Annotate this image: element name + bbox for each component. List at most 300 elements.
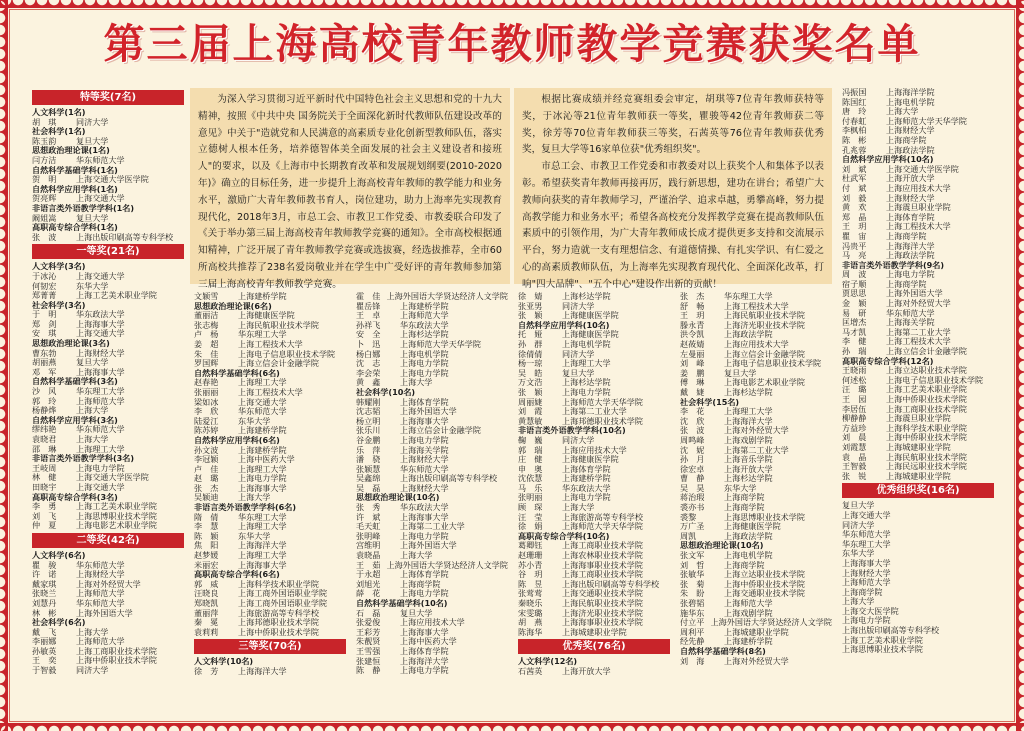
winner-name: 张 波 [32,231,57,242]
winner-school: 上海杉达学院 [724,473,773,484]
winner-name: 张 锐 [842,470,867,481]
winner-name: 李 花 [680,406,705,417]
winner-name: 傅 琳 [680,377,705,388]
winner-school: 上海电力学院 [400,358,449,369]
winner-school: 上海电力学院 [400,665,449,676]
winner-name: 林 彬 [32,607,57,618]
discipline-heading: 人文科学(10名) [194,656,254,667]
winner-school: 上海理工大学 [238,521,287,532]
winner-name: 方益珍 [842,422,867,433]
winner-name: 瞿 宙 [842,230,867,241]
winner-name: 卢 杨 [194,329,219,340]
winner-name: 汪 莹 [518,511,543,522]
winner-name: 焦 阳 [194,540,219,551]
winner-school: 上海思博职业技术学院 [76,510,157,521]
winner-school: 上海理工大学 [238,463,287,474]
organization-item: 上海财经大学 [842,567,891,578]
winner-school: 上海电力学院 [238,473,287,484]
winner-school: 上海科学技术职业学院 [886,422,967,433]
winner-school: 上海外国语大学 [400,406,457,417]
winner-name: 米丽宏 [194,559,219,570]
winner-school: 上海体育学院 [400,396,449,407]
winner-school: 上海交通职业技术学院 [562,588,643,599]
border-right [1016,0,1024,731]
winner-school: 上海邦德职业技术学院 [238,617,319,628]
winner-school: 上海民远职业技术学院 [886,461,967,472]
winner-name: 刘 哲 [680,559,705,570]
winner-school: 上海健康医学院 [562,310,619,321]
winner-school: 华东师范大学 [76,424,125,435]
winner-row [32,233,184,243]
winner-name: 葛卿钰 [518,540,543,551]
winner-school: 上海海洋大学 [400,655,449,666]
winner-school: 上海交通大学医学院 [886,163,959,174]
winner-name: 张明峰 [356,530,381,541]
winner-name: 杨白娜 [356,348,381,359]
winner-row [842,472,994,482]
winner-name: 李丽娜 [32,636,57,647]
winner-school: 上海电力学院 [400,588,449,599]
award-level-heading: 一等奖(21名) [32,244,184,259]
winner-name: 沈 欣 [680,415,705,426]
winner-name: 戴 飞 [32,626,57,637]
winner-name: 陈 昱 [518,578,543,589]
winner-name: 赵 璐 [194,473,219,484]
winner-school: 上海海洋大学 [238,665,287,676]
winner-row [356,666,508,676]
winner-school: 上海海关学院 [400,444,449,455]
winner-school: 上海工商职业技术学院 [562,569,643,580]
winner-name: 张文军 [680,550,705,561]
winner-school: 上海政法学院 [886,144,935,155]
discipline-heading: 高职高专综合学科(12名) [842,355,934,366]
organization-item: 华东理工大学 [842,538,891,549]
winner-name: 付春虹 [842,115,867,126]
winner-school: 华东师范大学 [886,307,935,318]
winner-name: 陈海华 [518,626,543,637]
winner-school: 上海工商职业技术学院 [886,403,967,414]
winner-name: 陆爱江 [194,415,219,426]
winner-name: 郑晓凯 [194,598,219,608]
winner-name: 孙祥飞 [356,319,381,330]
winner-name: 万文浩 [518,377,543,388]
winner-school: 上海中侨职业技术学院 [238,626,319,637]
winner-name: 杨立明 [356,415,381,426]
winner-school: 上海交通大学 [76,270,125,281]
winner-school: 上海电力学院 [400,367,449,378]
winner-school: 上海理工大学 [76,443,125,454]
winner-school: 上海音乐学院 [724,454,773,465]
winner-name: 万广圣 [680,521,705,532]
winner-name: 施华东 [680,607,705,618]
winner-name: 陈苏婷 [194,425,219,436]
intro-right-p1: 根据比赛成绩并经竞赛组委会审定，胡琪等7位青年教师获特等奖，于冰沁等21位青年教师获一等奖，瞿骏等42位青年教师获二等奖，徐芳等70位青年教师获三等奖，石茜英等76位青年教师获优秀奖，复旦大学等16家单位获"优秀组织奖"。 [522,94,824,156]
winner-name: 杨静烨 [32,405,57,416]
winner-name: 于冰沁 [32,270,57,281]
winner-name: 石茜英 [518,665,543,676]
winner-school: 上海电影艺术职业学院 [724,377,805,388]
winner-school: 上海立信会计金融学院 [400,425,481,436]
winner-school: 上海建桥学院 [238,291,287,301]
winner-school: 上海电子信息职业技术学院 [724,358,822,369]
winner-name: 王 玥 [680,310,705,321]
border-top [0,0,1024,8]
winner-name: 刘 毅 [842,192,867,203]
winner-name: 赵珊珊 [518,550,543,561]
winner-name: 王 奕 [32,655,57,666]
discipline-heading: 自然科学应用学科(10名) [518,319,610,330]
winner-name: 贾思思 [842,288,867,299]
winner-name: 王彩芳 [356,626,381,637]
winner-name: 邓 军 [32,366,57,377]
discipline-heading: 高职高专综合学科(1名) [32,222,118,233]
intro-right-p2: 市总工会、市教卫工作党委和市教委对以上获奖个人和集体予以表彰。希望获奖青年教师再接再厉，践行新思想，建功在讲台；希望广大教师向获奖的青年教师学习，严谨治学、追求卓越，勇攀高峰，努力提高教学能力和业务水平；希望各高校充分发挥教学竞赛在提高教师队伍素质中的引领作用，为广大青年教师成长成才提供更多支持和交流展示平台，努力造就一支有理想信念、有道德情操、有扎实学识、有仁爱之心的高素质教师队伍，为上海率先实现教育现代化、全面深化改革，打响"四大品牌"、"五个中心"建设作出新的贡献！ [522,161,824,290]
winner-school: 上海商学院 [886,230,927,241]
winner-name: 张丽丽 [194,386,219,397]
winner-school: 上海中侨职业技术学院 [886,394,967,404]
winner-school: 华东理工大学 [76,386,125,397]
winner-school: 上海工程技术大学 [886,221,951,232]
organization-item: 上海交大医学院 [842,605,899,616]
winner-name: 卢 佳 [194,463,219,474]
winner-school: 东华大学 [238,530,271,541]
winner-school: 上海城建职业学院 [886,470,951,481]
organization-item: 上海交通大学 [842,509,891,520]
winner-name: 张 杰 [194,482,219,493]
winner-name: 李 健 [842,336,867,347]
winner-school: 上海理工大学 [724,406,773,417]
winner-name: 刘 晨 [842,432,867,443]
winner-school: 上海电机学院 [886,96,935,107]
winner-name: 陈 彬 [842,134,867,145]
discipline-heading: 思想政治理论课(3名) [32,338,110,349]
discipline-heading: 非语言类外语教学学科(1名) [32,202,135,213]
winner-name: 吴 磊 [356,482,381,493]
discipline-heading: 自然科学基础学科(3名) [32,376,118,387]
winner-school: 上海工商职业技术学院 [76,645,157,656]
winner-school: 上海科学技术职业学院 [238,578,319,589]
winner-name: 何述松 [842,374,867,385]
winner-name: 朱 佳 [194,348,219,359]
winner-school: 上海中侨职业技术学院 [76,655,157,666]
winner-name: 仲 夏 [32,520,57,531]
winner-school: 上海财经大学 [400,454,449,465]
winner-name: 贺亮辉 [32,193,57,204]
award-column-6 [842,88,994,724]
winner-name: 柳静静 [842,413,867,424]
winner-school: 上海第二工业大学 [724,444,789,455]
winner-school: 上海城建职业学院 [562,626,627,637]
winner-name: 李 勇 [32,501,57,512]
winner-name: 周丽婕 [518,396,543,407]
page-title: 第三届上海高校青年教师教学竞赛获奖名单 [103,20,921,68]
winner-school: 上海电机学院 [562,338,611,349]
winner-school: 上海商学院 [724,502,765,513]
winner-name: 张 秀 [356,502,381,513]
winner-name: 孙 月 [680,454,705,465]
winner-name: 孙敏英 [32,645,57,656]
winner-school: 上海交通大学 [238,396,287,407]
winner-school: 上海出版印刷高等专科学校 [562,578,660,589]
winner-name: 文颖雪 [194,291,219,301]
winner-school: 上海电子信息职业技术学院 [238,348,336,359]
winner-school: 上海大学 [400,377,433,388]
winner-name: 张建恒 [356,655,381,666]
winner-name: 林 健 [32,472,57,483]
winner-name: 周鸣峰 [680,434,705,445]
winner-school: 上海电力学院 [562,386,611,397]
winner-school: 上海应用技术大学 [400,617,465,628]
discipline-heading: 高职高专综合学科(6名) [194,569,280,580]
winner-name: 刘 斌 [842,163,867,174]
organization-item: 同济大学 [842,519,875,530]
winner-name: 李 慧 [194,521,219,532]
winner-school: 上海外国语大学贤达经济人文学院 [386,291,508,301]
discipline-heading: 非语言类外语教学学科(6名) [194,502,297,513]
organization-item: 上海师范大学 [842,577,891,588]
winner-school: 上海民航职业技术学院 [238,319,319,330]
winner-name: 戴 婕 [680,386,705,397]
winner-name: 杨一琼 [518,358,543,369]
winner-name: 胡丽燕 [32,357,57,368]
winner-school: 上海农林职业技术学院 [562,550,643,561]
discipline-heading: 高职高专综合学科(3名) [32,491,118,502]
winner-name: 马才凯 [842,326,867,337]
winner-school: 上海思博职业技术学院 [724,511,805,522]
winner-school: 上海立信会计金融学院 [724,348,805,359]
discipline-heading: 社会科学(10名) [356,386,416,397]
winner-school: 上海师范大学天华学院 [400,338,481,349]
border-bottom [0,723,1024,731]
winner-name: 安 琪 [32,328,57,339]
winner-name: 缪纬艳 [32,424,57,435]
winner-name: 胡 琪 [32,116,57,127]
winner-school: 上海工程技术大学 [886,336,951,347]
winner-name: 张明丽 [518,492,543,503]
intro-left [190,88,510,290]
winner-school: 上海建桥学院 [400,300,449,311]
winner-name: 周凯 [680,530,697,541]
winner-school: 上海震旦职业学院 [886,413,951,424]
discipline-heading: 自然科学基础学科(8名) [680,645,766,656]
winner-name: 马 亮 [842,250,867,261]
discipline-heading: 自然科学应用学科(6名) [194,434,280,445]
winner-name: 沈依慧 [518,473,543,484]
winner-row [518,667,670,677]
winner-school: 华东政法大学 [400,319,449,330]
winner-name: 徐 婧 [518,291,543,301]
winner-name: 瞿 骏 [32,559,57,570]
winner-name: 黄 欢 [842,202,867,213]
winner-name: 顾 琛 [518,502,543,513]
winner-school: 上海师范大学 [400,310,449,321]
winner-school: 上海商学院 [886,278,927,289]
organization-item: 上海商学院 [842,586,883,597]
winner-name: 瞿岳锋 [356,300,381,311]
winner-school: 上海立达职业技术学院 [724,569,805,580]
winner-school: 上海震旦职业学院 [886,202,951,213]
winner-name: 庄 健 [518,454,543,465]
winner-school: 上海对外经贸大学 [724,655,789,666]
winner-name: 胡 燕 [518,617,543,628]
winner-name: 宋雯璐 [518,607,543,618]
winner-name: 张志梅 [194,319,219,330]
winner-school: 复旦大学 [724,367,757,378]
winner-school: 上海体育学院 [886,211,935,222]
winner-name: 许 斌 [356,511,381,522]
winner-school: 上海中侨职业技术学院 [886,432,967,443]
award-column-4 [518,292,670,724]
winner-name: 谷 玥 [518,569,543,580]
winner-school: 上海杉达学院 [724,386,773,397]
winner-name: 张爱俊 [356,617,381,628]
winner-name: 李冠颖 [194,454,219,465]
winner-name: 郭 瑞 [518,444,543,455]
winner-name: 李会荣 [356,367,381,378]
winner-name: 刘旭光 [356,578,381,589]
winner-name: 田晓宇 [32,481,57,492]
winner-school: 东华大学 [724,482,757,493]
winner-school: 上海对外经贸大学 [886,298,951,309]
winner-name: 张碧韬 [680,598,705,608]
winner-school: 华东师范大学 [76,154,125,165]
winner-name: 王雪强 [356,645,381,656]
winner-school: 上海交通大学 [76,328,125,339]
winner-name: 宫维明 [356,540,381,551]
award-column-1 [32,88,184,724]
winner-school: 上海第二工业大学 [562,406,627,417]
winner-school: 上海海关学院 [886,317,935,328]
winner-name: 刘慧丹 [32,597,57,608]
winner-name: 刘 飞 [32,510,57,521]
winner-school: 上海电力学院 [400,530,449,541]
winner-school: 上海师范大学 [76,395,125,406]
winner-name: 曹 静 [680,473,705,484]
winner-name: 刘霞慧 [842,441,867,452]
winner-name: 徐倩倩 [518,348,543,359]
winner-school: 上海财经大学 [400,482,449,493]
winner-school: 上海工艺美术职业学院 [76,290,157,301]
winner-school: 上海应用技术大学 [886,182,951,193]
winner-name: 朱靓贤 [356,636,381,647]
winner-school: 上海交通大学医学院 [76,472,149,483]
winner-school: 上海商学院 [400,578,441,589]
winner-name: 隋 倩 [194,511,219,522]
winner-name: 沈 志 [356,358,381,369]
winner-school: 上海商学院 [724,492,765,503]
winner-name: 郭 玲 [32,395,57,406]
winner-school: 上海财经大学 [76,347,125,358]
winner-school: 上海工艺美术职业学院 [886,384,967,395]
winner-school: 上海理工大学 [562,358,611,369]
winner-school: 上海对外经贸大学 [724,425,789,436]
winner-name: 王 卓 [356,310,381,321]
winner-school: 上海商学院 [886,134,927,145]
winner-name: 王晓雨 [842,365,867,376]
winner-name: 舒 畅 [680,300,705,311]
discipline-heading: 思想政治理论课(1名) [32,145,110,156]
winner-name: 赵春艳 [194,377,219,388]
discipline-heading: 社会科学(15名) [680,396,740,407]
winner-school: 上海师范大学 [76,588,125,599]
winner-school: 上海海事大学 [238,482,287,493]
winner-school: 上海海事职业技术学院 [562,617,643,628]
winner-name: 徐 娟 [518,521,543,532]
winner-school: 复旦大学 [76,357,109,368]
winner-name: 申 奥 [518,463,543,474]
winner-school: 上海海洋大学 [238,540,287,551]
winner-school: 上海戏剧学院 [724,607,773,618]
winner-school: 上海开放大学 [886,173,935,184]
discipline-heading: 自然科学应用学科(1名) [32,183,118,194]
winner-school: 东华大学 [76,280,109,291]
winner-name: 王 茹 [356,559,381,570]
winner-row [32,521,184,531]
winner-name: 谷金鹏 [356,434,381,445]
winner-school: 上海财经大学 [76,569,125,580]
winner-school: 上海立信会计金融学院 [238,358,319,369]
winner-school: 同济大学 [562,300,595,311]
winner-name: 吴 昊 [680,482,705,493]
discipline-heading: 思想政治理论课(10名) [680,540,764,551]
winner-name: 沙 风 [32,386,57,397]
winner-name: 刘 霞 [518,406,543,417]
winner-school: 上海旅游高等专科学校 [238,607,319,618]
winner-school: 华东政法大学 [76,309,125,320]
winner-school: 上海杉达学院 [562,291,611,301]
winner-name: 付立平 [680,617,705,628]
organization-item: 东华大学 [842,548,875,559]
winner-school: 上海海事大学 [76,366,125,377]
winner-school: 华东政法大学 [400,502,449,513]
winner-school: 同济大学 [76,665,109,676]
organization-item: 上海海事大学 [842,557,891,568]
winner-name: 袁晓君 [32,434,57,444]
winner-name: 吴颖迪 [194,492,219,503]
winner-school: 上海工商外国语职业学院 [238,598,328,608]
winner-school: 上海交通大学 [76,481,125,492]
winner-name: 陈国红 [842,96,867,107]
winner-name: 何韧宏 [32,280,57,291]
winner-name: 刘 峰 [680,358,705,369]
winner-name: 罗国辉 [194,358,219,369]
winner-school: 华东师范大学 [76,559,125,570]
winner-school: 上海第二工业大学 [886,326,951,337]
award-column-5 [680,292,832,724]
winner-school: 上海商学院 [724,559,765,570]
winner-name: 张 杰 [680,291,705,301]
winner-name: 汪 璐 [842,384,867,395]
award-column-2 [194,292,346,724]
winner-row [518,628,670,638]
winner-school: 上海政法学院 [724,329,773,340]
organization-item: 华东师范大学 [842,529,891,540]
winner-school: 上海工程技术大学 [724,300,789,311]
winner-school: 上海师范大学天华学院 [562,521,643,532]
winner-school: 上海海事大学 [400,626,449,637]
winner-school: 上海外国语大学贤达经济人文学院 [386,559,508,570]
winner-name: 乐 萍 [356,444,381,455]
discipline-heading: 社会科学(1名) [32,126,86,137]
winner-name: 石 磊 [356,607,381,618]
winner-school: 同济大学 [562,434,595,445]
winner-school: 华东师范大学 [238,406,287,417]
discipline-heading: 自然科学基础学科(10名) [356,598,448,608]
winner-school: 上海电机学院 [724,550,773,561]
winner-school: 上海济光职业技术学院 [724,319,805,330]
winner-school: 复旦大学 [76,135,109,146]
award-level-heading: 三等奖(70名) [194,639,346,654]
